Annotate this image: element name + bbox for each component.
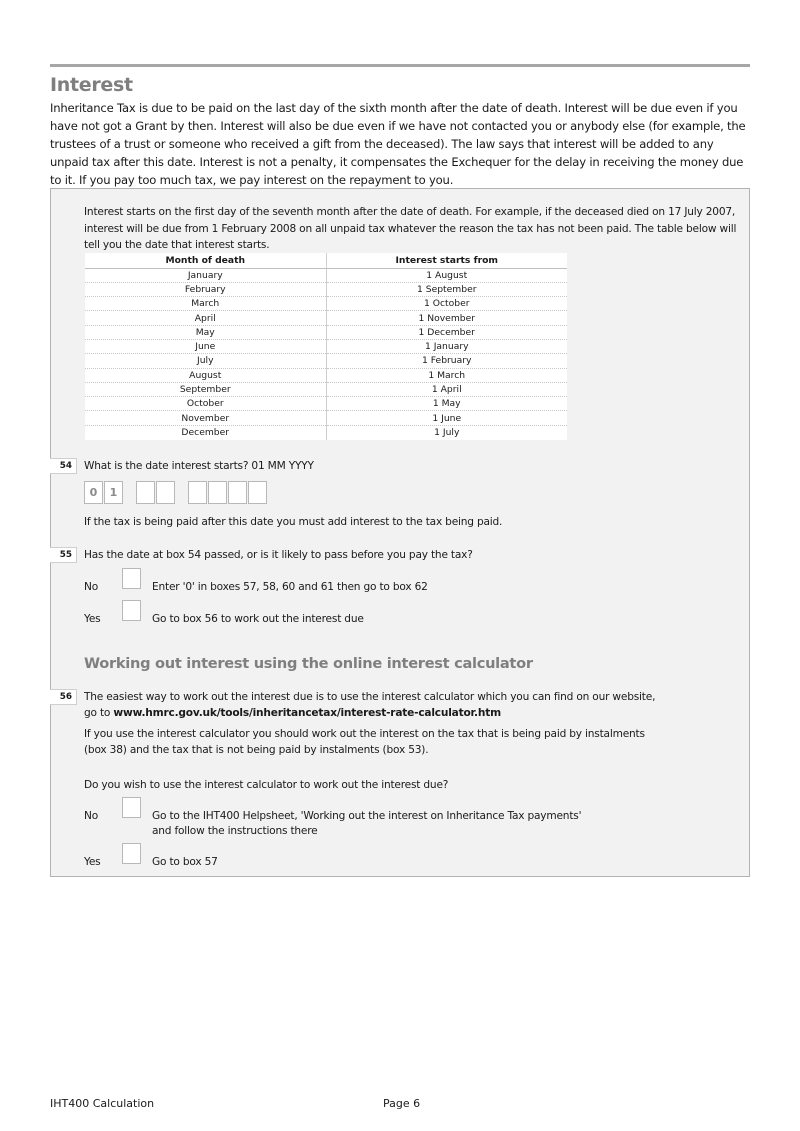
box-56-url-line — [84, 705, 501, 721]
box-55-yes-label: Yes — [84, 613, 101, 625]
footer-form-name: IHT400 Calculation — [50, 1097, 155, 1110]
table-row — [85, 382, 567, 396]
header-month-of-death: Month of death — [85, 253, 326, 268]
month-cell: October — [85, 397, 326, 411]
footer-page-number: Page 6 — [383, 1097, 421, 1110]
month-cell: March — [85, 297, 326, 311]
start-date-cell: 1 January — [326, 339, 567, 353]
month-cell: July — [85, 354, 326, 368]
start-date-cell: 1 November — [326, 311, 567, 325]
calculator-url-link[interactable]: www.hmrc.gov.uk/tools/inheritancetax/interest-rate-calculator.htm — [113, 707, 501, 719]
table-row — [85, 411, 567, 425]
box-54-number: 54 — [50, 458, 77, 474]
table-row — [85, 397, 567, 411]
box-56-no-instruction-2: and follow the instructions there — [152, 825, 318, 837]
box-54-question: What is the date interest starts? 01 MM YYYY — [84, 460, 314, 472]
box-56-yes-checkbox[interactable] — [122, 843, 141, 864]
header-interest-starts-from: Interest starts from — [326, 253, 567, 268]
date-month-digit-2[interactable] — [156, 481, 175, 504]
table-header-row — [85, 253, 567, 268]
start-date-cell: 1 February — [326, 354, 567, 368]
table-row — [85, 282, 567, 296]
date-year-digit-4[interactable] — [248, 481, 267, 504]
month-cell: April — [85, 311, 326, 325]
box-55-no-checkbox[interactable] — [122, 568, 141, 589]
box-55-yes-instruction: Go to box 56 to work out the interest due — [152, 613, 364, 625]
table-row — [85, 311, 567, 325]
table-row — [85, 425, 567, 439]
box-56-intro-line: The easiest way to work out the interest due is to use the interest calculator which you can find on our website, — [84, 691, 656, 703]
box-54-note: If the tax is being paid after this date you must add interest to the tax being paid. — [84, 516, 503, 528]
month-cell: June — [85, 339, 326, 353]
start-date-cell: 1 April — [326, 382, 567, 396]
date-year-digit-2[interactable] — [208, 481, 227, 504]
box-55-number: 55 — [50, 547, 77, 563]
url-prefix: go to — [84, 707, 114, 719]
panel-lead-text: Interest starts on the first day of the seventh month after the date of death. For example, if the deceased died on 17 July 2007, interest will be due from 1 February 2008 on all unpaid tax whatever the reason the tax has not been paid. The table below will tell you the date that interest starts. — [84, 206, 737, 251]
date-month-digit-1[interactable] — [136, 481, 155, 504]
table-row — [85, 297, 567, 311]
date-day-digit-1[interactable]: 0 — [84, 481, 103, 504]
box-56-yes-instruction: Go to box 57 — [152, 856, 218, 868]
month-cell: February — [85, 282, 326, 296]
box-56-no-checkbox[interactable] — [122, 797, 141, 818]
start-date-cell: 1 June — [326, 411, 567, 425]
table-row — [85, 368, 567, 382]
box-56-number: 56 — [50, 689, 77, 705]
month-cell: September — [85, 382, 326, 396]
start-date-cell: 1 July — [326, 425, 567, 439]
date-day-digit-2[interactable]: 1 — [104, 481, 123, 504]
start-date-cell: 1 August — [326, 268, 567, 282]
start-date-cell: 1 October — [326, 297, 567, 311]
start-date-cell: 1 March — [326, 368, 567, 382]
box-55-question: Has the date at box 54 passed, or is it likely to pass before you pay the tax? — [84, 549, 473, 561]
month-cell: May — [85, 325, 326, 339]
table-row — [85, 339, 567, 353]
date-year-digit-3[interactable] — [228, 481, 247, 504]
table-row — [85, 268, 567, 282]
section-divider — [50, 64, 750, 67]
intro-paragraph: Inheritance Tax is due to be paid on the last day of the sixth month after the date of death. Interest will be due even if you have not got a Grant by then. Interest will also be due even if we have not contacted you or anybody else (for example, the trustees of a trust or someone who received a gift from the deceased). The law says that interest will be added to any unpaid tax after this date. Interest is not a penalty, it compensates the Exchequer for the delay in receiving the money due to it. If you pay too much tax, we pay interest on the repayment to you. — [50, 101, 746, 187]
interest-date-table — [85, 253, 567, 440]
date-year-digit-1[interactable] — [188, 481, 207, 504]
start-date-cell: 1 May — [326, 397, 567, 411]
table-row — [85, 354, 567, 368]
section-title: Interest — [50, 74, 133, 96]
month-cell: August — [85, 368, 326, 382]
start-date-cell: 1 December — [326, 325, 567, 339]
online-calculator-heading: Working out interest using the online interest calculator — [84, 655, 533, 672]
box-55-no-instruction: Enter '0' in boxes 57, 58, 60 and 61 then go to box 62 — [152, 581, 428, 593]
month-cell: January — [85, 268, 326, 282]
box-56-no-label: No — [84, 810, 99, 822]
month-cell: December — [85, 425, 326, 439]
table-row — [85, 325, 567, 339]
box-56-instalments-note: If you use the interest calculator you should work out the interest on the tax that is being paid by instalments (box 38) and the tax that is not being paid by instalments (box 53). — [84, 728, 645, 756]
box-56-question: Do you wish to use the interest calculator to work out the interest due? — [84, 779, 449, 791]
box-55-no-label: No — [84, 581, 99, 593]
box-56-yes-label: Yes — [84, 856, 101, 868]
box-55-yes-checkbox[interactable] — [122, 600, 141, 621]
month-cell: November — [85, 411, 326, 425]
box-56-no-instruction-1: Go to the IHT400 Helpsheet, 'Working out the interest on Inheritance Tax payments' — [152, 810, 582, 822]
start-date-cell: 1 September — [326, 282, 567, 296]
